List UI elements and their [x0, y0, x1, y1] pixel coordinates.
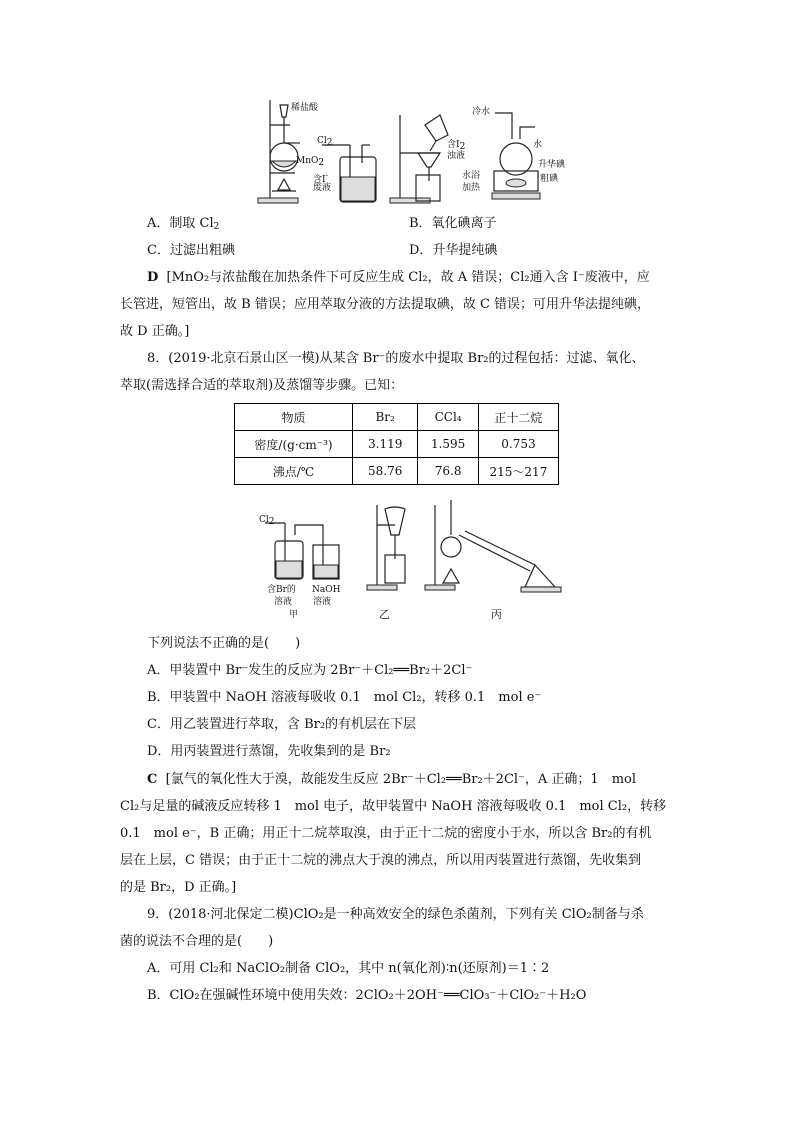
fig-label-shenghua: 升华碘: [538, 160, 566, 170]
fig-c-filtration: [390, 115, 448, 203]
fig-label-xiyansuan: 稀盐酸: [291, 103, 319, 113]
fig-yi-separatory-funnel: [367, 505, 405, 590]
fig-d-sublimation: [492, 113, 543, 199]
table-header-row: [235, 404, 559, 431]
q7-option-a: A．制取 $Cl_2$: [147, 216, 220, 232]
table-header-cell: Br₂: [352, 404, 417, 431]
q8-option-a: A．甲装置中 Br⁻发生的反应为 2Br⁻＋Cl₂══Br₂＋2Cl⁻: [147, 663, 473, 678]
fig-label-rongye-1: 溶液: [274, 597, 293, 607]
fig-label-lengshui: 冷水: [472, 107, 491, 117]
fig-label-mno2: MnO$_2$: [296, 156, 325, 168]
q8-answer-line-5: 的是 Br₂，D 正确。]: [120, 880, 237, 895]
q8-question: 下列说法不正确的是( ): [147, 636, 301, 651]
q7-option-c: C．过滤出粗碘: [147, 243, 235, 258]
fig-label-yi: 乙: [379, 608, 390, 621]
fig-label-han-br: 含Br的: [267, 585, 296, 595]
q7-option-d: D．升华提纯碘: [409, 243, 498, 258]
table-header-cell: CCl₄: [418, 404, 478, 431]
fig-label-zhuoye: 浊液: [447, 151, 466, 161]
q8-option-c: C．用乙装置进行萃取，含 Br₂的有机层在下层: [147, 717, 417, 732]
q9-stem-line-1: 9．(2018·河北保定二模)ClO₂是一种高效安全的绿色杀菌剂，下列有关 ClO₂制备与杀: [147, 907, 644, 922]
fig-label-shui: 水: [533, 140, 543, 150]
q9-option-a: A．可用 Cl₂和 NaClO₂制备 ClO₂，其中 n(氧化剂)∶n(还原剂)＝1∶2: [147, 961, 550, 976]
table-cell: 3.119: [352, 431, 417, 458]
fig-label-naoh: NaOH: [312, 585, 341, 595]
q8-property-table: [234, 403, 559, 485]
fig-label-bing: 丙: [491, 608, 502, 621]
table-cell: 0.753: [478, 431, 558, 458]
fig-label-han-i: 含I-: [313, 171, 329, 185]
table-row: [235, 458, 559, 485]
table-row: [235, 431, 559, 458]
q8-answer-line-4: 层在上层，C 错误；由于正十二烷的沸点大于溴的沸点，所以用丙装置进行蒸馏，先收集到: [120, 853, 642, 868]
fig-label-jia: 甲: [289, 610, 299, 620]
fig-jia-gas-absorption: [265, 523, 339, 579]
table-cell: 沸点/℃: [235, 458, 353, 485]
fig-label-feiye: 废液: [313, 183, 332, 193]
table-cell: 1.595: [418, 431, 478, 458]
fig-label-cl2-a: $Cl_2$: [317, 136, 333, 148]
q9-stem-line-2: 菌的说法不合理的是( ): [120, 934, 274, 949]
table-header-cell: 正十二烷: [478, 404, 558, 431]
fig-label-rongye-2: 溶液: [313, 597, 332, 607]
q7-option-b: B．氧化碘离子: [409, 216, 497, 231]
q8-option-d: D．用丙装置进行蒸馏，先收集到的是 Br₂: [147, 744, 391, 759]
fig-bing-distillation: [425, 500, 561, 592]
q8-stem-line-1: 8．(2019·北京石景山区一模)从某含 Br⁻的废水中提取 Br₂的过程包括：过滤、氧化、: [147, 351, 645, 366]
table-cell: 76.8: [418, 458, 478, 485]
fig-a-cl2-generator: [258, 100, 300, 203]
table-cell: 58.76: [352, 458, 417, 485]
fig-label-cudian: 粗碘: [540, 174, 559, 184]
table-cell: 密度/(g·cm⁻³): [235, 431, 353, 458]
q8-stem-line-2: 萃取(需选择合适的萃取剂)及蒸馏等步骤。已知：: [120, 378, 404, 393]
q8-option-b: B．甲装置中 NaOH 溶液每吸收 0.1 mol Cl₂，转移 0.1 mol e⁻: [147, 690, 542, 705]
q8-answer-line-2: Cl₂与足量的碱液反应转移 1 mol 电子，故甲装置中 NaOH 溶液每吸收 0.1 mol Cl₂，转移: [120, 799, 667, 814]
q8-answer-line-1: C [氯气的氧化性大于溴，故能发生反应 2Br⁻＋Cl₂══Br₂＋2Cl⁻，A 正确；1 mol: [147, 772, 637, 787]
table-cell: 215～217: [478, 458, 558, 485]
q8-answer-line-3: 0.1 mol e⁻，B 正确；用正十二烷萃取溴，由于正十二烷的密度小于水，所以含 Br₂的有机: [120, 826, 652, 841]
table-header-cell: 物质: [235, 404, 353, 431]
q8-apparatus-figure: [255, 495, 575, 600]
fig-label-han-i2: 含$I_2$: [447, 140, 466, 152]
q7-answer-line-1: D [MnO₂与浓盐酸在加热条件下可反应生成 Cl₂，故 A 错误；Cl₂通入含 I⁻废液中，应: [147, 270, 650, 285]
q7-answer-line-3: 故 D 正确。]: [120, 324, 190, 339]
q7-answer-line-2: 长管进，短管出，故 B 错误；应用萃取分液的方法提取碘，故 C 错误；可用升华法提纯碘，: [120, 297, 651, 312]
q9-option-b: B．ClO₂在强碱性环境中使用失效：2ClO₂＋2OH⁻══ClO₃⁻＋ClO₂⁻＋H₂O: [147, 988, 587, 1003]
fig-label-jiare: 加热: [462, 183, 481, 193]
fig-label-cl2: $Cl_2$: [259, 515, 275, 527]
fig-b-gas-bottle: [322, 145, 376, 202]
fig-label-shuiyu: 水浴: [462, 171, 481, 181]
